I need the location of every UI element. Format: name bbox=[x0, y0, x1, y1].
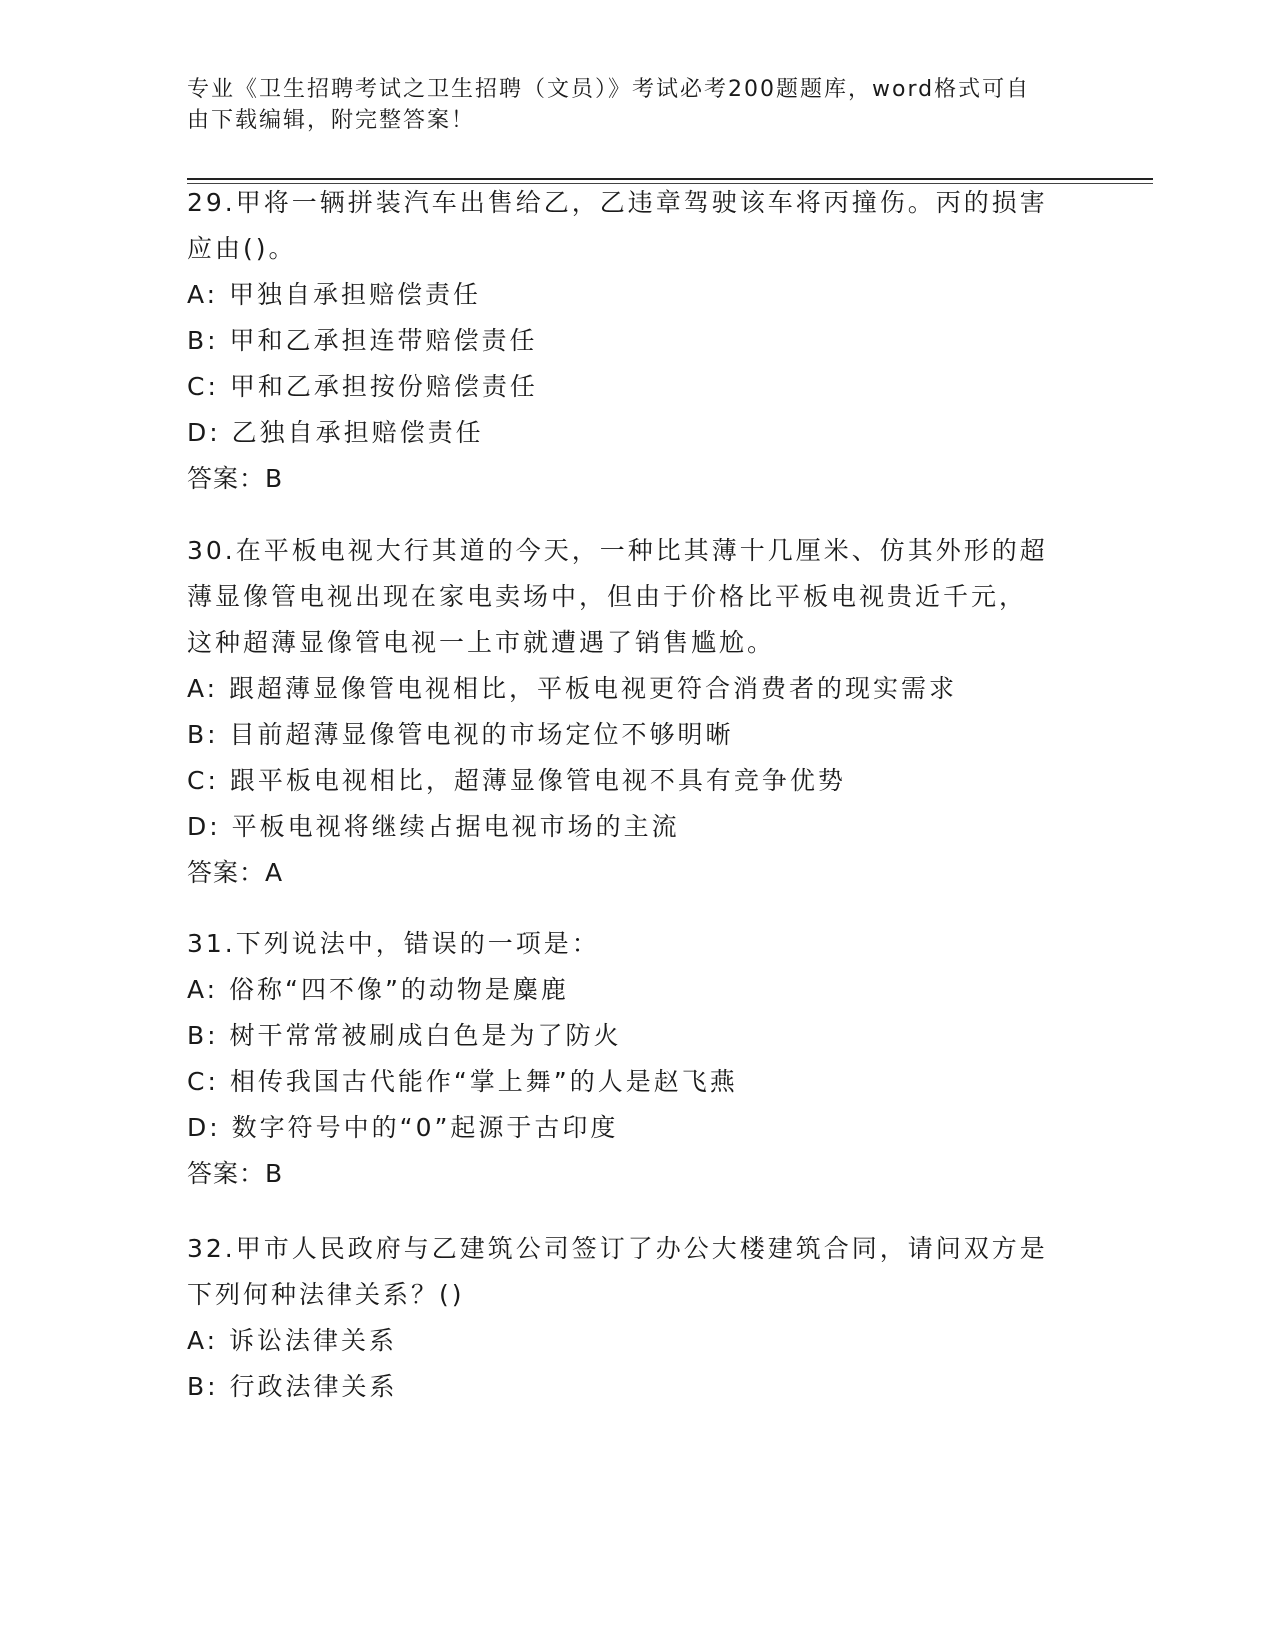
option-b: B: 目前超薄显像管电视的市场定位不够明晰 bbox=[187, 720, 734, 749]
header-line: 专业《卫生招聘考试之卫生招聘（文员）》考试必考200题题库，word格式可自 bbox=[187, 77, 1031, 102]
question-stem-line: 32.甲市人民政府与乙建筑公司签订了办公大楼建筑合同，请问双方是 bbox=[187, 1234, 1048, 1263]
option-d: D: 平板电视将继续占据电视市场的主流 bbox=[187, 812, 680, 841]
question-stem-line: 31.下列说法中，错误的一项是： bbox=[187, 929, 600, 958]
option-c: C: 跟平板电视相比，超薄显像管电视不具有竞争优势 bbox=[187, 766, 846, 795]
question-stem-line: 这种超薄显像管电视一上市就遭遇了销售尴尬。 bbox=[187, 628, 776, 657]
answer-line: 答案：B bbox=[187, 464, 284, 493]
option-b: B: 甲和乙承担连带赔偿责任 bbox=[187, 326, 538, 355]
option-b: B: 行政法律关系 bbox=[187, 1372, 398, 1401]
option-d: D: 乙独自承担赔偿责任 bbox=[187, 418, 484, 447]
option-d: D: 数字符号中的“0”起源于古印度 bbox=[187, 1113, 619, 1142]
question-stem-line: 30.在平板电视大行其道的今天，一种比其薄十几厘米、仿其外形的超 bbox=[187, 536, 1048, 565]
option-a: A: 跟超薄显像管电视相比，平板电视更符合消费者的现实需求 bbox=[187, 674, 958, 703]
question-stem-line: 29.甲将一辆拼装汽车出售给乙，乙违章驾驶该车将丙撞伤。丙的损害 bbox=[187, 188, 1048, 217]
header-line: 由下载编辑，附完整答案！ bbox=[187, 108, 476, 133]
answer-line: 答案：A bbox=[187, 858, 284, 887]
answer-line: 答案：B bbox=[187, 1159, 284, 1188]
option-c: C: 甲和乙承担按份赔偿责任 bbox=[187, 372, 538, 401]
question-29 bbox=[187, 180, 1087, 502]
option-c: C: 相传我国古代能作“掌上舞”的人是赵飞燕 bbox=[187, 1067, 738, 1096]
question-32 bbox=[187, 1226, 1087, 1410]
question-stem-line: 应由()。 bbox=[187, 234, 297, 263]
question-stem-line: 下列何种法律关系？() bbox=[187, 1280, 465, 1309]
option-b: B: 树干常常被刷成白色是为了防火 bbox=[187, 1021, 622, 1050]
option-a: A: 甲独自承担赔偿责任 bbox=[187, 280, 482, 309]
option-a: A: 俗称“四不像”的动物是麋鹿 bbox=[187, 975, 569, 1004]
document-header bbox=[187, 74, 1087, 136]
question-stem-line: 薄显像管电视出现在家电卖场中，但由于价格比平板电视贵近千元， bbox=[187, 582, 1028, 611]
option-a: A: 诉讼法律关系 bbox=[187, 1326, 398, 1355]
question-31 bbox=[187, 921, 1087, 1197]
question-30 bbox=[187, 528, 1087, 896]
